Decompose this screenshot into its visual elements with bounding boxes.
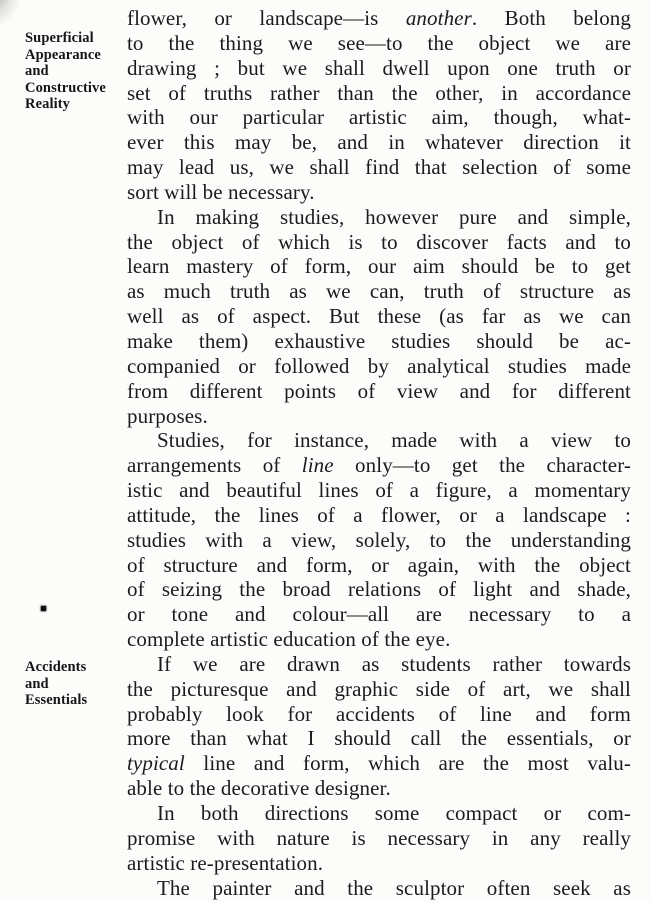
margin-note [25,659,127,709]
text-line: flower, or landscape—is another. Both belong [127,6,632,30]
margin-note-line: Constructive [25,79,106,96]
margin-note-line: Accidents [25,659,87,675]
text-line: probably look for accidents of line and form [127,701,631,726]
margin-note-line: Appearance [25,46,101,63]
text-line: companied or followed by analytical studies made [127,353,631,378]
text-line: to the thing we see—to the object we are [127,30,631,55]
text-line: complete artistic education of the eye. [127,627,451,652]
text-line: able to the decorative designer. [127,776,391,801]
text-line: In both directions some compact or com- [157,801,631,825]
text-line: the picturesque and graphic side of art, we shall [127,676,631,701]
text-line: as much truth as we can, truth of structure as [127,279,631,304]
text-line: arrangements of line only—to get the character- [127,453,631,478]
paragraph [127,428,631,652]
paragraph [127,652,631,801]
text-line: sort will be necessary. [127,179,315,204]
text-line: istic and beautiful lines of a figure, a momentary [127,478,631,503]
emphasized-word: typical [127,751,185,776]
emphasized-word: line [301,453,334,478]
text-line: If we are drawn as students rather towards [157,651,631,676]
text-line: or tone and colour—all are necessary to a [127,602,631,627]
text-line: purposes. [127,403,208,428]
emphasized-word: another [405,6,472,30]
text-column [127,6,631,900]
text-line: make them) exhaustive studies should be ac- [127,328,631,353]
margin-note-line: Superficial [25,30,94,46]
text-line: The painter and the sculptor often seek as [157,875,631,900]
text-line: drawing ; but we shall dwell upon one truth or [127,55,631,80]
paragraph [127,205,631,429]
paragraph [127,6,631,205]
text-line: studies with a view, solely, to the understanding [127,527,631,552]
text-line: well as of aspect. But these (as far as we can [127,304,631,329]
scan-corner-smudge [0,0,20,26]
margin-note-line: and [25,63,49,79]
text-line: typical line and form, which are the most valu- [127,751,631,776]
text-line: of seizing the broad relations of light and shade, [127,577,631,602]
text-line: Studies, for instance, made with a view to [157,428,631,453]
text-line: attitude, the lines of a flower, or a landscape : [127,502,631,527]
text-line: ever this may be, and in whatever direction it [127,130,631,155]
margin-note-line: Reality [25,96,70,112]
margin-note-line: and [25,675,49,692]
ink-speck-artifact [41,606,46,611]
text-line: set of truths rather than the other, in accordance [127,80,631,105]
text-line: with our particular artistic aim, though, what- [127,105,631,130]
text-line: of structure and form, or again, with the object [127,552,631,577]
text-line: learn mastery of form, our aim should be to get [127,254,631,279]
text-line: promise with nature is necessary in any really [127,825,631,850]
text-line: may lead us, we shall find that selection of some [127,155,631,180]
paragraph [127,801,631,876]
margin-note [25,30,127,113]
text-line: from different points of view and for different [127,378,631,403]
paragraph [127,876,631,901]
text-line: In making studies, however pure and simple, [157,204,631,229]
text-line: more than what I should call the essentials, or [127,726,631,751]
text-line: the object of which is to discover facts and to [127,229,631,254]
text-line: artistic re-presentation. [127,850,324,875]
margin-note-line: Essentials [25,692,88,708]
